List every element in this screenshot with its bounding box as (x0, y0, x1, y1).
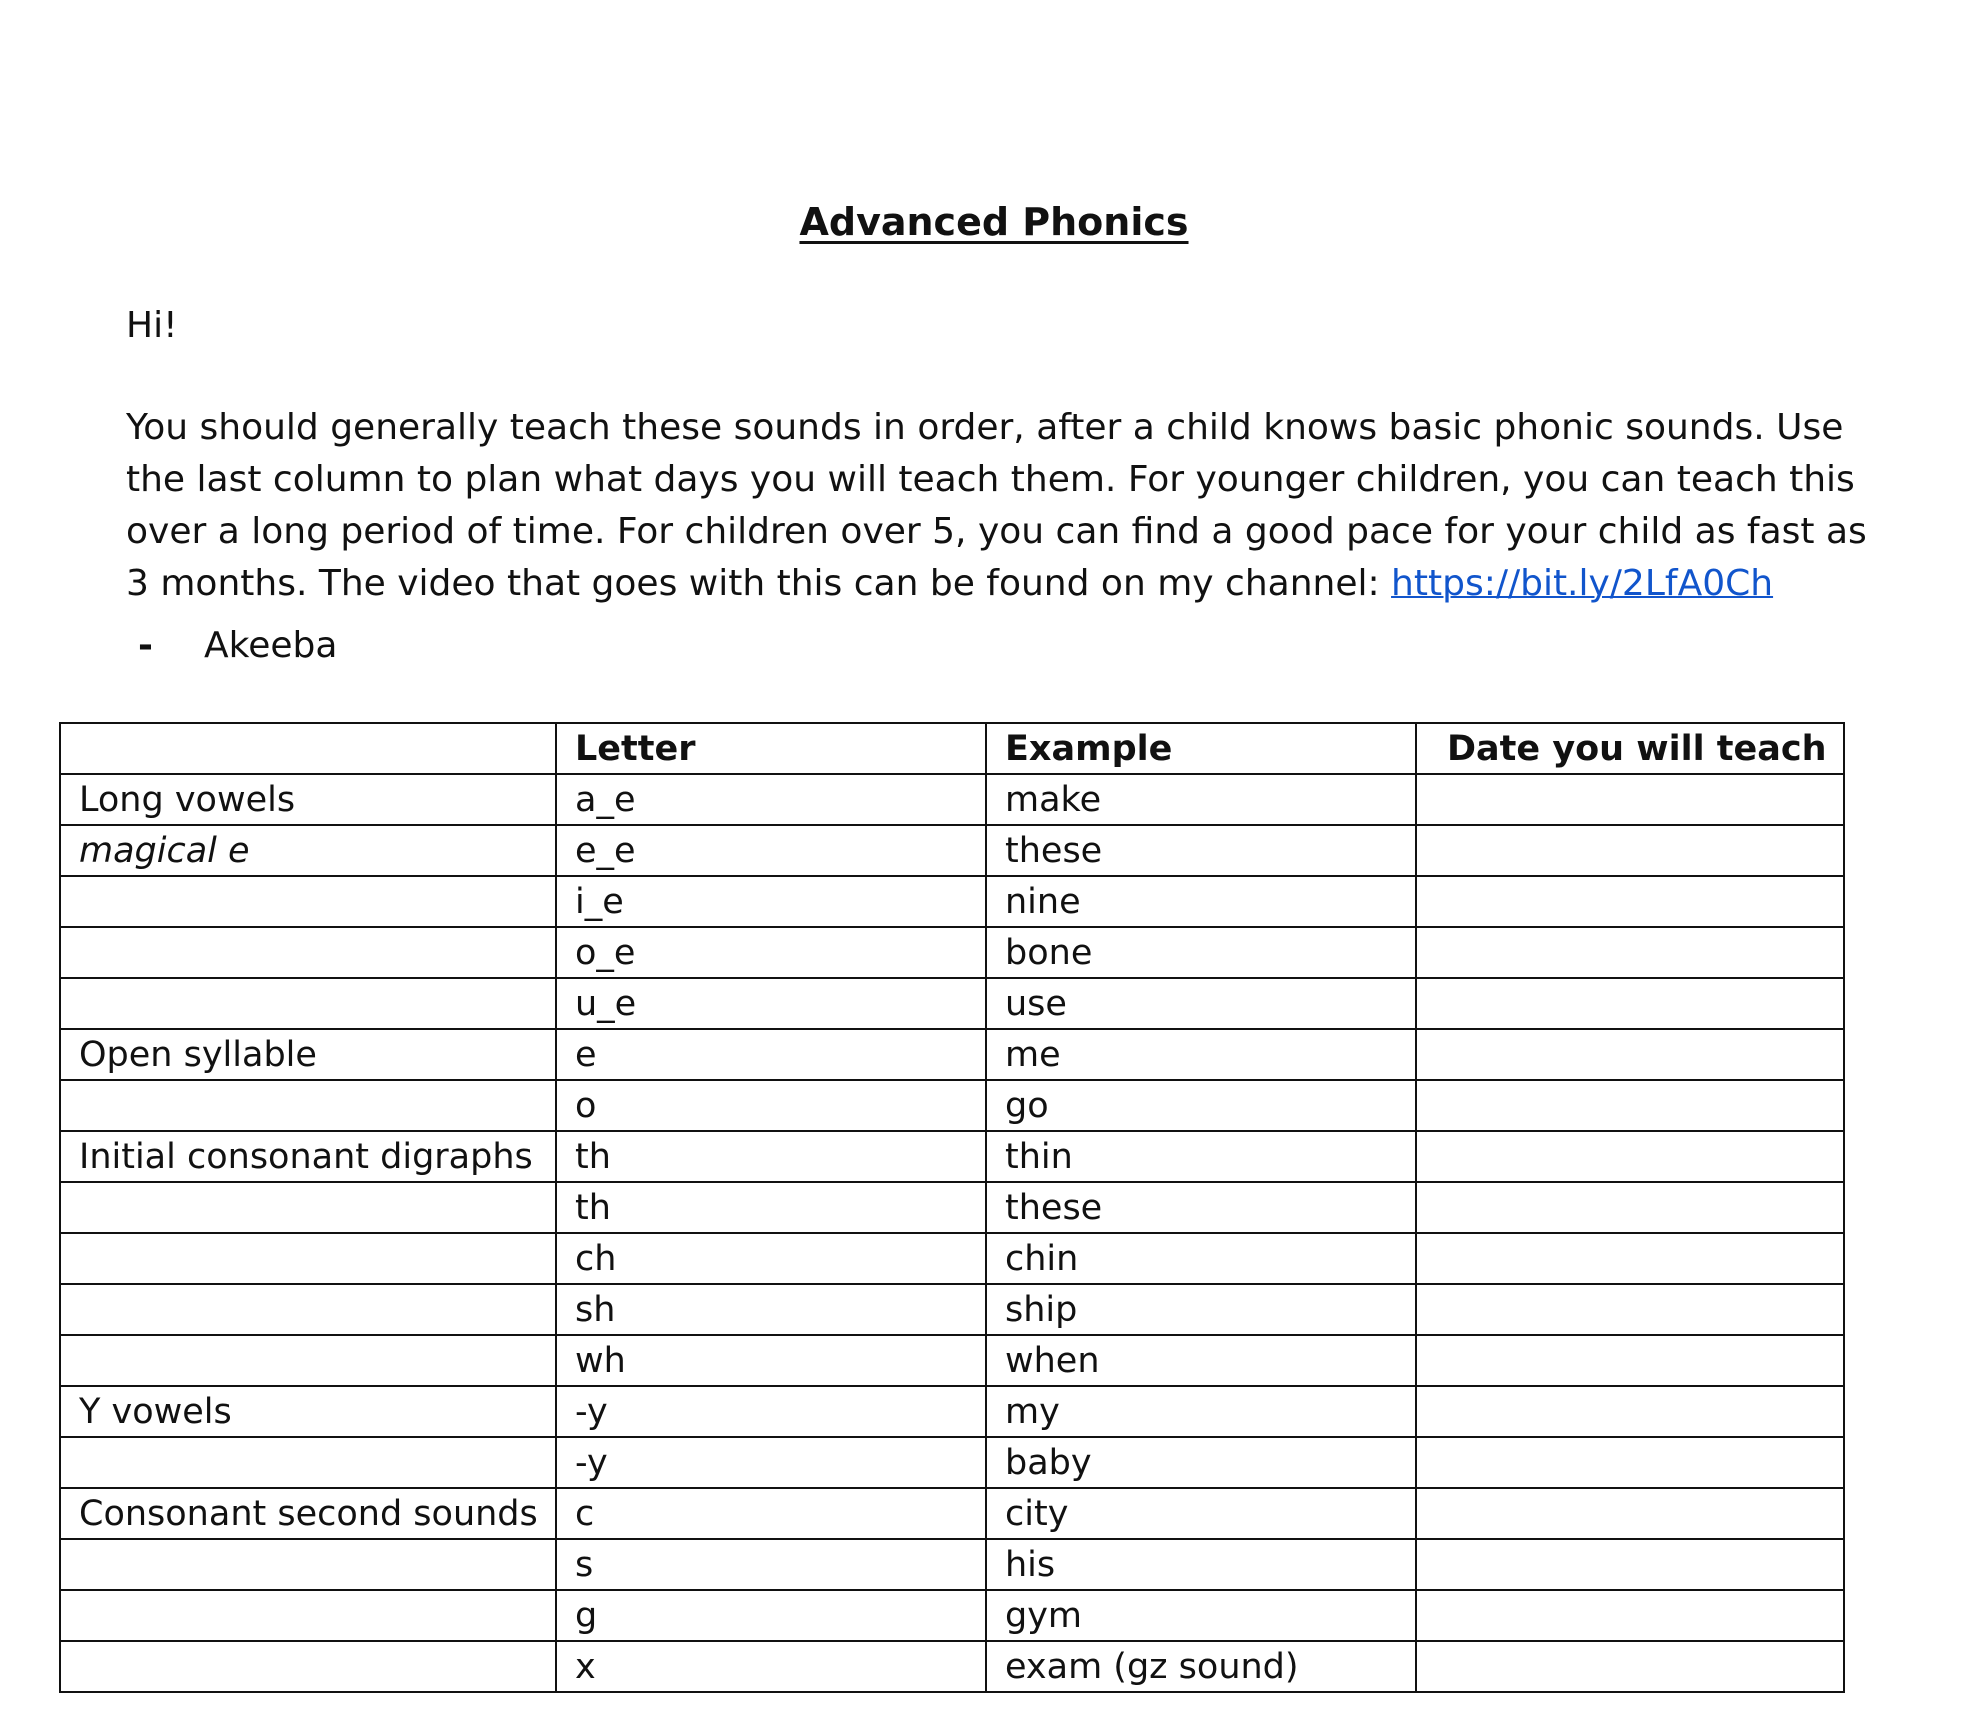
letter-cell: o_e (556, 927, 986, 978)
example-cell: these (986, 825, 1416, 876)
date-cell[interactable] (1416, 1386, 1844, 1437)
table-row (60, 1590, 1844, 1641)
signature-dash: - (138, 625, 153, 666)
example-cell: nine (986, 876, 1416, 927)
table-row (60, 1437, 1844, 1488)
channel-link[interactable]: https://bit.ly/2LfA0Ch (1391, 563, 1774, 604)
intro-paragraph (126, 402, 1886, 610)
example-cell: thin (986, 1131, 1416, 1182)
letter-cell: th (556, 1131, 986, 1182)
date-cell[interactable] (1416, 774, 1844, 825)
page-title (0, 198, 1988, 246)
category-cell (60, 1233, 556, 1284)
table-row (60, 1335, 1844, 1386)
letter-cell: wh (556, 1335, 986, 1386)
example-cell: exam (gz sound) (986, 1641, 1416, 1692)
table-row (60, 774, 1844, 825)
category-cell (60, 1590, 556, 1641)
category-cell: Long vowels (60, 774, 556, 825)
letter-cell: a_e (556, 774, 986, 825)
example-cell: baby (986, 1437, 1416, 1488)
table-row (60, 1182, 1844, 1233)
date-cell[interactable] (1416, 825, 1844, 876)
example-cell: ship (986, 1284, 1416, 1335)
letter-cell: sh (556, 1284, 986, 1335)
table-row (60, 927, 1844, 978)
letter-cell: -y (556, 1437, 986, 1488)
date-cell[interactable] (1416, 1641, 1844, 1692)
example-cell: his (986, 1539, 1416, 1590)
date-cell[interactable] (1416, 876, 1844, 927)
example-cell: gym (986, 1590, 1416, 1641)
letter-cell: o (556, 1080, 986, 1131)
letter-cell: c (556, 1488, 986, 1539)
category-cell (60, 876, 556, 927)
letter-cell: s (556, 1539, 986, 1590)
date-cell[interactable] (1416, 1182, 1844, 1233)
example-cell: go (986, 1080, 1416, 1131)
letter-cell: -y (556, 1386, 986, 1437)
letter-cell: ch (556, 1233, 986, 1284)
table-row (60, 1131, 1844, 1182)
letter-cell: x (556, 1641, 986, 1692)
date-cell[interactable] (1416, 978, 1844, 1029)
category-cell: Open syllable (60, 1029, 556, 1080)
category-cell: Consonant second sounds (60, 1488, 556, 1539)
example-cell: my (986, 1386, 1416, 1437)
category-cell (60, 978, 556, 1029)
category-cell: magical e (60, 825, 556, 876)
letter-cell: th (556, 1182, 986, 1233)
header-date: Date you will teach (1416, 723, 1844, 774)
date-cell[interactable] (1416, 1335, 1844, 1386)
table-row (60, 1641, 1844, 1692)
table-row (60, 876, 1844, 927)
example-cell: bone (986, 927, 1416, 978)
date-cell[interactable] (1416, 1488, 1844, 1539)
category-cell: Initial consonant digraphs (60, 1131, 556, 1182)
phonics-table (59, 722, 1845, 1693)
table-row (60, 1029, 1844, 1080)
greeting: Hi! (126, 305, 178, 346)
date-cell[interactable] (1416, 1080, 1844, 1131)
date-cell[interactable] (1416, 1437, 1844, 1488)
date-cell[interactable] (1416, 1233, 1844, 1284)
intro-text: You should generally teach these sounds in order, after a child knows basic phonic sounds. Use the last column to plan what days you will teach them. For younger children, you can teach this over a long period of time. For children over 5, you can find a good pace for your child as fast as 3 months. The video that goes with this can be found on my channel: (126, 407, 1867, 604)
table-header-row (60, 723, 1844, 774)
example-cell: these (986, 1182, 1416, 1233)
table-row (60, 1080, 1844, 1131)
date-cell[interactable] (1416, 1029, 1844, 1080)
category-cell (60, 1182, 556, 1233)
signature-name: Akeeba (204, 625, 338, 666)
date-cell[interactable] (1416, 1539, 1844, 1590)
table-row (60, 978, 1844, 1029)
letter-cell: i_e (556, 876, 986, 927)
table-row (60, 825, 1844, 876)
signature-line (138, 622, 337, 670)
example-cell: use (986, 978, 1416, 1029)
letter-cell: e (556, 1029, 986, 1080)
category-cell (60, 1437, 556, 1488)
category-cell (60, 1284, 556, 1335)
category-cell: Y vowels (60, 1386, 556, 1437)
header-example: Example (986, 723, 1416, 774)
example-cell: when (986, 1335, 1416, 1386)
example-cell: make (986, 774, 1416, 825)
table-row (60, 1233, 1844, 1284)
example-cell: city (986, 1488, 1416, 1539)
header-category (60, 723, 556, 774)
category-cell (60, 1335, 556, 1386)
table-row (60, 1539, 1844, 1590)
letter-cell: u_e (556, 978, 986, 1029)
category-cell (60, 927, 556, 978)
table-row (60, 1488, 1844, 1539)
table-row (60, 1386, 1844, 1437)
example-cell: me (986, 1029, 1416, 1080)
category-cell (60, 1539, 556, 1590)
date-cell[interactable] (1416, 927, 1844, 978)
date-cell[interactable] (1416, 1131, 1844, 1182)
category-cell (60, 1080, 556, 1131)
date-cell[interactable] (1416, 1284, 1844, 1335)
example-cell: chin (986, 1233, 1416, 1284)
page-title-text: Advanced Phonics (799, 200, 1189, 244)
header-letter: Letter (556, 723, 986, 774)
category-cell (60, 1641, 556, 1692)
letter-cell: e_e (556, 825, 986, 876)
table-row (60, 1284, 1844, 1335)
letter-cell: g (556, 1590, 986, 1641)
date-cell[interactable] (1416, 1590, 1844, 1641)
